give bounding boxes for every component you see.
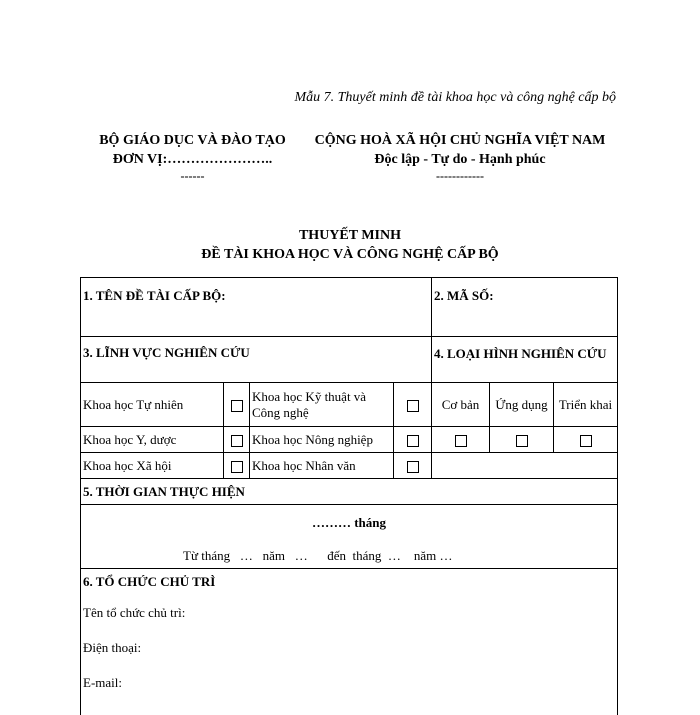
section-6-label: 6. TỔ CHỨC CHỦ TRÌ bbox=[83, 573, 216, 589]
field-natural-label: Khoa học Tự nhiên bbox=[81, 383, 224, 427]
checkbox-icon[interactable] bbox=[407, 400, 419, 412]
field-medical-checkbox-cell[interactable] bbox=[224, 427, 250, 453]
proposal-form-table bbox=[80, 277, 618, 715]
section-3-label: 3. LĨNH VỰC NGHIÊN CỨU bbox=[83, 345, 250, 360]
duration-cell[interactable] bbox=[81, 505, 618, 569]
document-title bbox=[0, 226, 700, 264]
checkbox-icon[interactable] bbox=[455, 435, 467, 447]
type-applied-label: Ứng dụng bbox=[490, 383, 554, 427]
field-row-3 bbox=[81, 453, 618, 479]
type-applied-checkbox-cell[interactable] bbox=[490, 427, 554, 453]
section-row-5 bbox=[81, 479, 618, 505]
unit-line: ĐƠN VỊ:………………….. bbox=[112, 152, 273, 167]
ministry-name: BỘ GIÁO DỤC VÀ ĐÀO TẠO bbox=[99, 133, 286, 148]
checkbox-icon[interactable] bbox=[231, 400, 243, 412]
org-email-label: E-mail: bbox=[83, 674, 122, 690]
section-5-cell bbox=[81, 479, 618, 505]
type-development-label: Triển khai bbox=[554, 383, 618, 427]
field-engineering-checkbox-cell[interactable] bbox=[394, 383, 432, 427]
header-left-dash: ------ bbox=[180, 169, 205, 183]
field-natural-checkbox-cell[interactable] bbox=[224, 383, 250, 427]
organization-cell[interactable] bbox=[81, 595, 618, 715]
org-phone-label: Điện thoại: bbox=[83, 639, 142, 655]
checkbox-icon[interactable] bbox=[516, 435, 528, 447]
field-humanities-label: Khoa học Nhân văn bbox=[250, 453, 394, 479]
section-2-label: 2. MÃ SỐ: bbox=[434, 288, 494, 303]
empty-cell bbox=[432, 453, 618, 479]
checkbox-icon[interactable] bbox=[231, 461, 243, 473]
section-1-title-cell[interactable] bbox=[81, 278, 432, 337]
section-6-cell bbox=[81, 569, 618, 595]
field-engineering-label: Khoa học Kỹ thuật và Công nghệ bbox=[250, 383, 394, 427]
checkbox-icon[interactable] bbox=[580, 435, 592, 447]
header-left bbox=[90, 131, 295, 183]
header-right-dash: ------------ bbox=[436, 169, 484, 183]
duration-months: ……… tháng bbox=[311, 515, 387, 530]
title-line-1: THUYẾT MINH bbox=[298, 228, 402, 243]
field-social-label: Khoa học Xã hội bbox=[81, 453, 224, 479]
field-agriculture-checkbox-cell[interactable] bbox=[394, 427, 432, 453]
section-2-code-cell[interactable] bbox=[432, 278, 618, 337]
section-4-cell bbox=[432, 337, 618, 383]
section-3-cell bbox=[81, 337, 432, 383]
section-5-label: 5. THỜI GIAN THỰC HIỆN bbox=[83, 483, 245, 499]
field-agriculture-label: Khoa học Nông nghiệp bbox=[250, 427, 394, 453]
template-note: Mẫu 7. Thuyết minh đề tài khoa học và công nghệ cấp bộ bbox=[294, 90, 616, 105]
section-row-3-4 bbox=[81, 337, 618, 383]
org-name-label: Tên tổ chức chủ trì: bbox=[83, 604, 186, 620]
section-row-1-2 bbox=[81, 278, 618, 337]
field-social-checkbox-cell[interactable] bbox=[224, 453, 250, 479]
type-basic-label: Cơ bản bbox=[432, 383, 490, 427]
duration-from-to: Từ tháng … năm … đến tháng … năm … bbox=[183, 548, 453, 563]
header-right bbox=[300, 131, 620, 183]
title-line-2: ĐỀ TÀI KHOA HỌC VÀ CÔNG NGHỆ CẤP BỘ bbox=[201, 247, 499, 262]
organization-row bbox=[81, 595, 618, 715]
section-row-6 bbox=[81, 569, 618, 595]
duration-row bbox=[81, 505, 618, 569]
section-4-label: 4. LOẠI HÌNH NGHIÊN CỨU bbox=[434, 346, 607, 361]
field-medical-label: Khoa học Y, dược bbox=[81, 427, 224, 453]
checkbox-icon[interactable] bbox=[407, 461, 419, 473]
motto: Độc lập - Tự do - Hạnh phúc bbox=[374, 152, 546, 167]
country-name: CỘNG HOÀ XÃ HỘI CHỦ NGHĨA VIỆT NAM bbox=[314, 133, 606, 148]
field-row-2 bbox=[81, 427, 618, 453]
field-humanities-checkbox-cell[interactable] bbox=[394, 453, 432, 479]
checkbox-icon[interactable] bbox=[231, 435, 243, 447]
section-1-label: 1. TÊN ĐỀ TÀI CẤP BỘ: bbox=[83, 288, 226, 303]
checkbox-icon[interactable] bbox=[407, 435, 419, 447]
type-basic-checkbox-cell[interactable] bbox=[432, 427, 490, 453]
type-development-checkbox-cell[interactable] bbox=[554, 427, 618, 453]
field-row-1 bbox=[81, 383, 618, 427]
